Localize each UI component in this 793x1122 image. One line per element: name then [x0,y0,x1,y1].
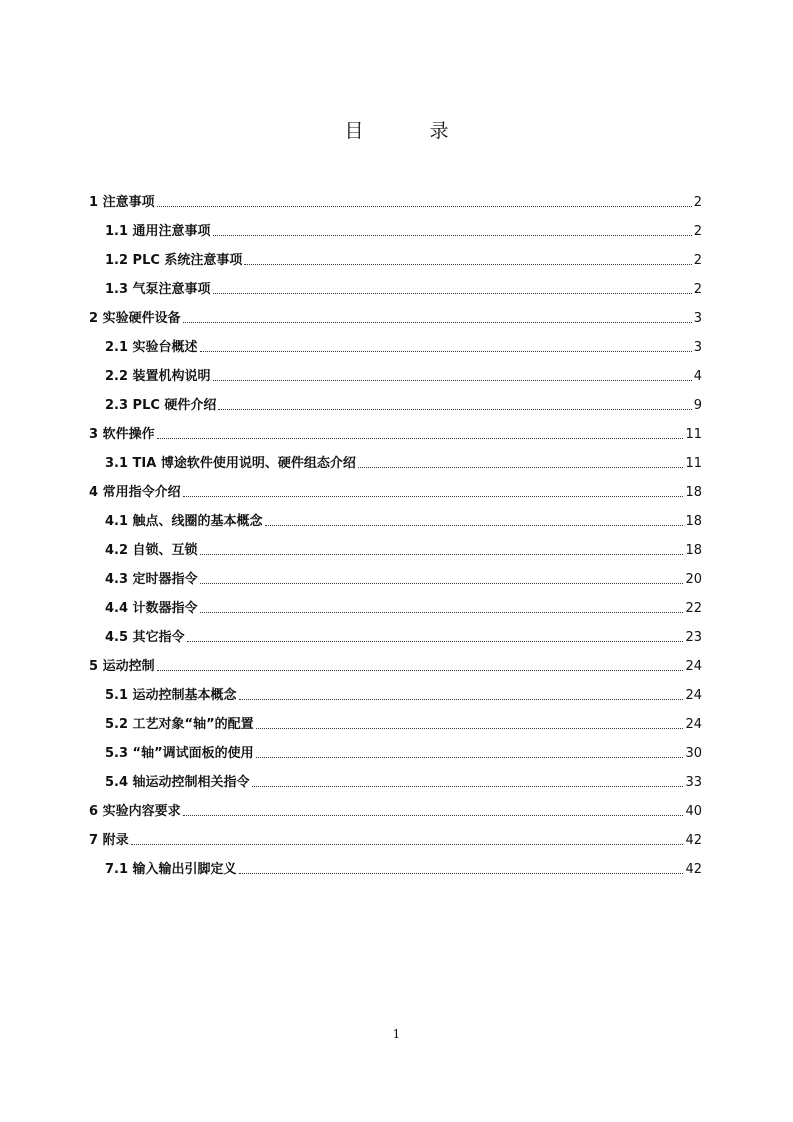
toc-leader-dots [157,669,684,671]
page-number: 1 [392,1027,401,1041]
toc-entry[interactable] [89,617,702,646]
toc-entry[interactable] [89,385,702,414]
toc-entry-page: 4 [693,369,702,384]
toc-entry-page: 18 [685,543,702,558]
toc-entry-page: 24 [685,659,702,674]
toc-leader-dots [239,872,684,874]
toc-entry[interactable] [89,588,702,617]
table-of-contents [89,182,702,878]
toc-entry[interactable] [89,356,702,385]
toc-leader-dots [213,234,692,236]
toc-leader-dots [252,785,684,787]
toc-entry[interactable] [89,646,702,675]
toc-entry-page: 2 [693,253,702,268]
toc-leader-dots [157,437,684,439]
toc-leader-dots [200,611,684,613]
toc-leader-dots [131,843,684,845]
toc-entry-title: 5.3 “轴”调试面板的使用 [105,746,254,761]
toc-entry-title: 4.5 其它指令 [105,630,185,645]
toc-leader-dots [213,292,692,294]
toc-entry-title: 3 软件操作 [89,427,155,442]
toc-entry[interactable] [89,820,702,849]
toc-entry-page: 24 [685,717,702,732]
toc-entry[interactable] [89,443,702,472]
toc-entry[interactable] [89,762,702,791]
toc-entry[interactable] [89,559,702,588]
toc-entry-page: 24 [685,688,702,703]
toc-entry-page: 2 [693,195,702,210]
toc-entry-title: 1.2 PLC 系统注意事项 [105,253,243,268]
toc-leader-dots [157,205,692,207]
toc-entry-page: 2 [693,282,702,297]
toc-entry-page: 42 [685,833,702,848]
toc-entry[interactable] [89,182,702,211]
toc-entry-title: 2 实验硬件设备 [89,311,181,326]
toc-entry-title: 5.1 运动控制基本概念 [105,688,237,703]
toc-leader-dots [183,321,692,323]
toc-entry-title: 4.2 自锁、互锁 [105,543,198,558]
toc-leader-dots [200,553,684,555]
toc-entry-page: 22 [685,601,702,616]
toc-entry[interactable] [89,269,702,298]
toc-leader-dots [213,379,692,381]
toc-leader-dots [244,263,691,265]
toc-leader-dots [265,524,684,526]
toc-entry-title: 5 运动控制 [89,659,155,674]
toc-entry-page: 30 [685,746,702,761]
toc-entry[interactable] [89,704,702,733]
toc-entry-page: 9 [693,398,702,413]
toc-entry-title: 5.4 轴运动控制相关指令 [105,775,250,790]
toc-entry-title: 7 附录 [89,833,129,848]
toc-entry[interactable] [89,472,702,501]
toc-entry-title: 1.3 气泵注意事项 [105,282,211,297]
toc-entry-page: 18 [685,485,702,500]
toc-entry-page: 23 [685,630,702,645]
toc-entry[interactable] [89,501,702,530]
toc-entry[interactable] [89,733,702,762]
toc-entry-page: 20 [685,572,702,587]
toc-entry-page: 18 [685,514,702,529]
toc-entry-title: 2.3 PLC 硬件介绍 [105,398,217,413]
toc-entry[interactable] [89,675,702,704]
toc-entry-page: 40 [685,804,702,819]
toc-entry-title: 4.1 触点、线圈的基本概念 [105,514,263,529]
toc-entry-page: 33 [685,775,702,790]
toc-entry[interactable] [89,530,702,559]
toc-entry-title: 3.1 TIA 博途软件使用说明、硬件组态介绍 [105,456,356,471]
toc-entry-title: 4.3 定时器指令 [105,572,198,587]
toc-leader-dots [218,408,691,410]
toc-leader-dots [239,698,684,700]
toc-entry[interactable] [89,327,702,356]
toc-entry-title: 2.1 实验台概述 [105,340,198,355]
toc-leader-dots [200,582,684,584]
toc-entry[interactable] [89,414,702,443]
toc-leader-dots [183,495,684,497]
toc-leader-dots [358,466,684,468]
toc-leader-dots [256,756,684,758]
toc-entry-page: 11 [685,456,702,471]
toc-entry-title: 4.4 计数器指令 [105,601,198,616]
toc-entry-page: 11 [685,427,702,442]
toc-entry-page: 3 [693,340,702,355]
toc-entry-title: 6 实验内容要求 [89,804,181,819]
toc-entry[interactable] [89,211,702,240]
toc-entry-title: 1 注意事项 [89,195,155,210]
toc-entry[interactable] [89,791,702,820]
toc-entry-page: 42 [685,862,702,877]
toc-entry-page: 2 [693,224,702,239]
toc-entry-title: 7.1 输入输出引脚定义 [105,862,237,877]
toc-leader-dots [183,814,684,816]
toc-entry-title: 5.2 工艺对象“轴”的配置 [105,717,254,732]
page-title: 目 录 [344,120,479,142]
toc-entry-page: 3 [693,311,702,326]
toc-entry-title: 2.2 装置机构说明 [105,369,211,384]
toc-entry[interactable] [89,849,702,878]
toc-entry-title: 1.1 通用注意事项 [105,224,211,239]
toc-leader-dots [187,640,684,642]
toc-entry-title: 4 常用指令介绍 [89,485,181,500]
toc-leader-dots [200,350,692,352]
toc-leader-dots [256,727,684,729]
toc-entry[interactable] [89,240,702,269]
toc-entry[interactable] [89,298,702,327]
